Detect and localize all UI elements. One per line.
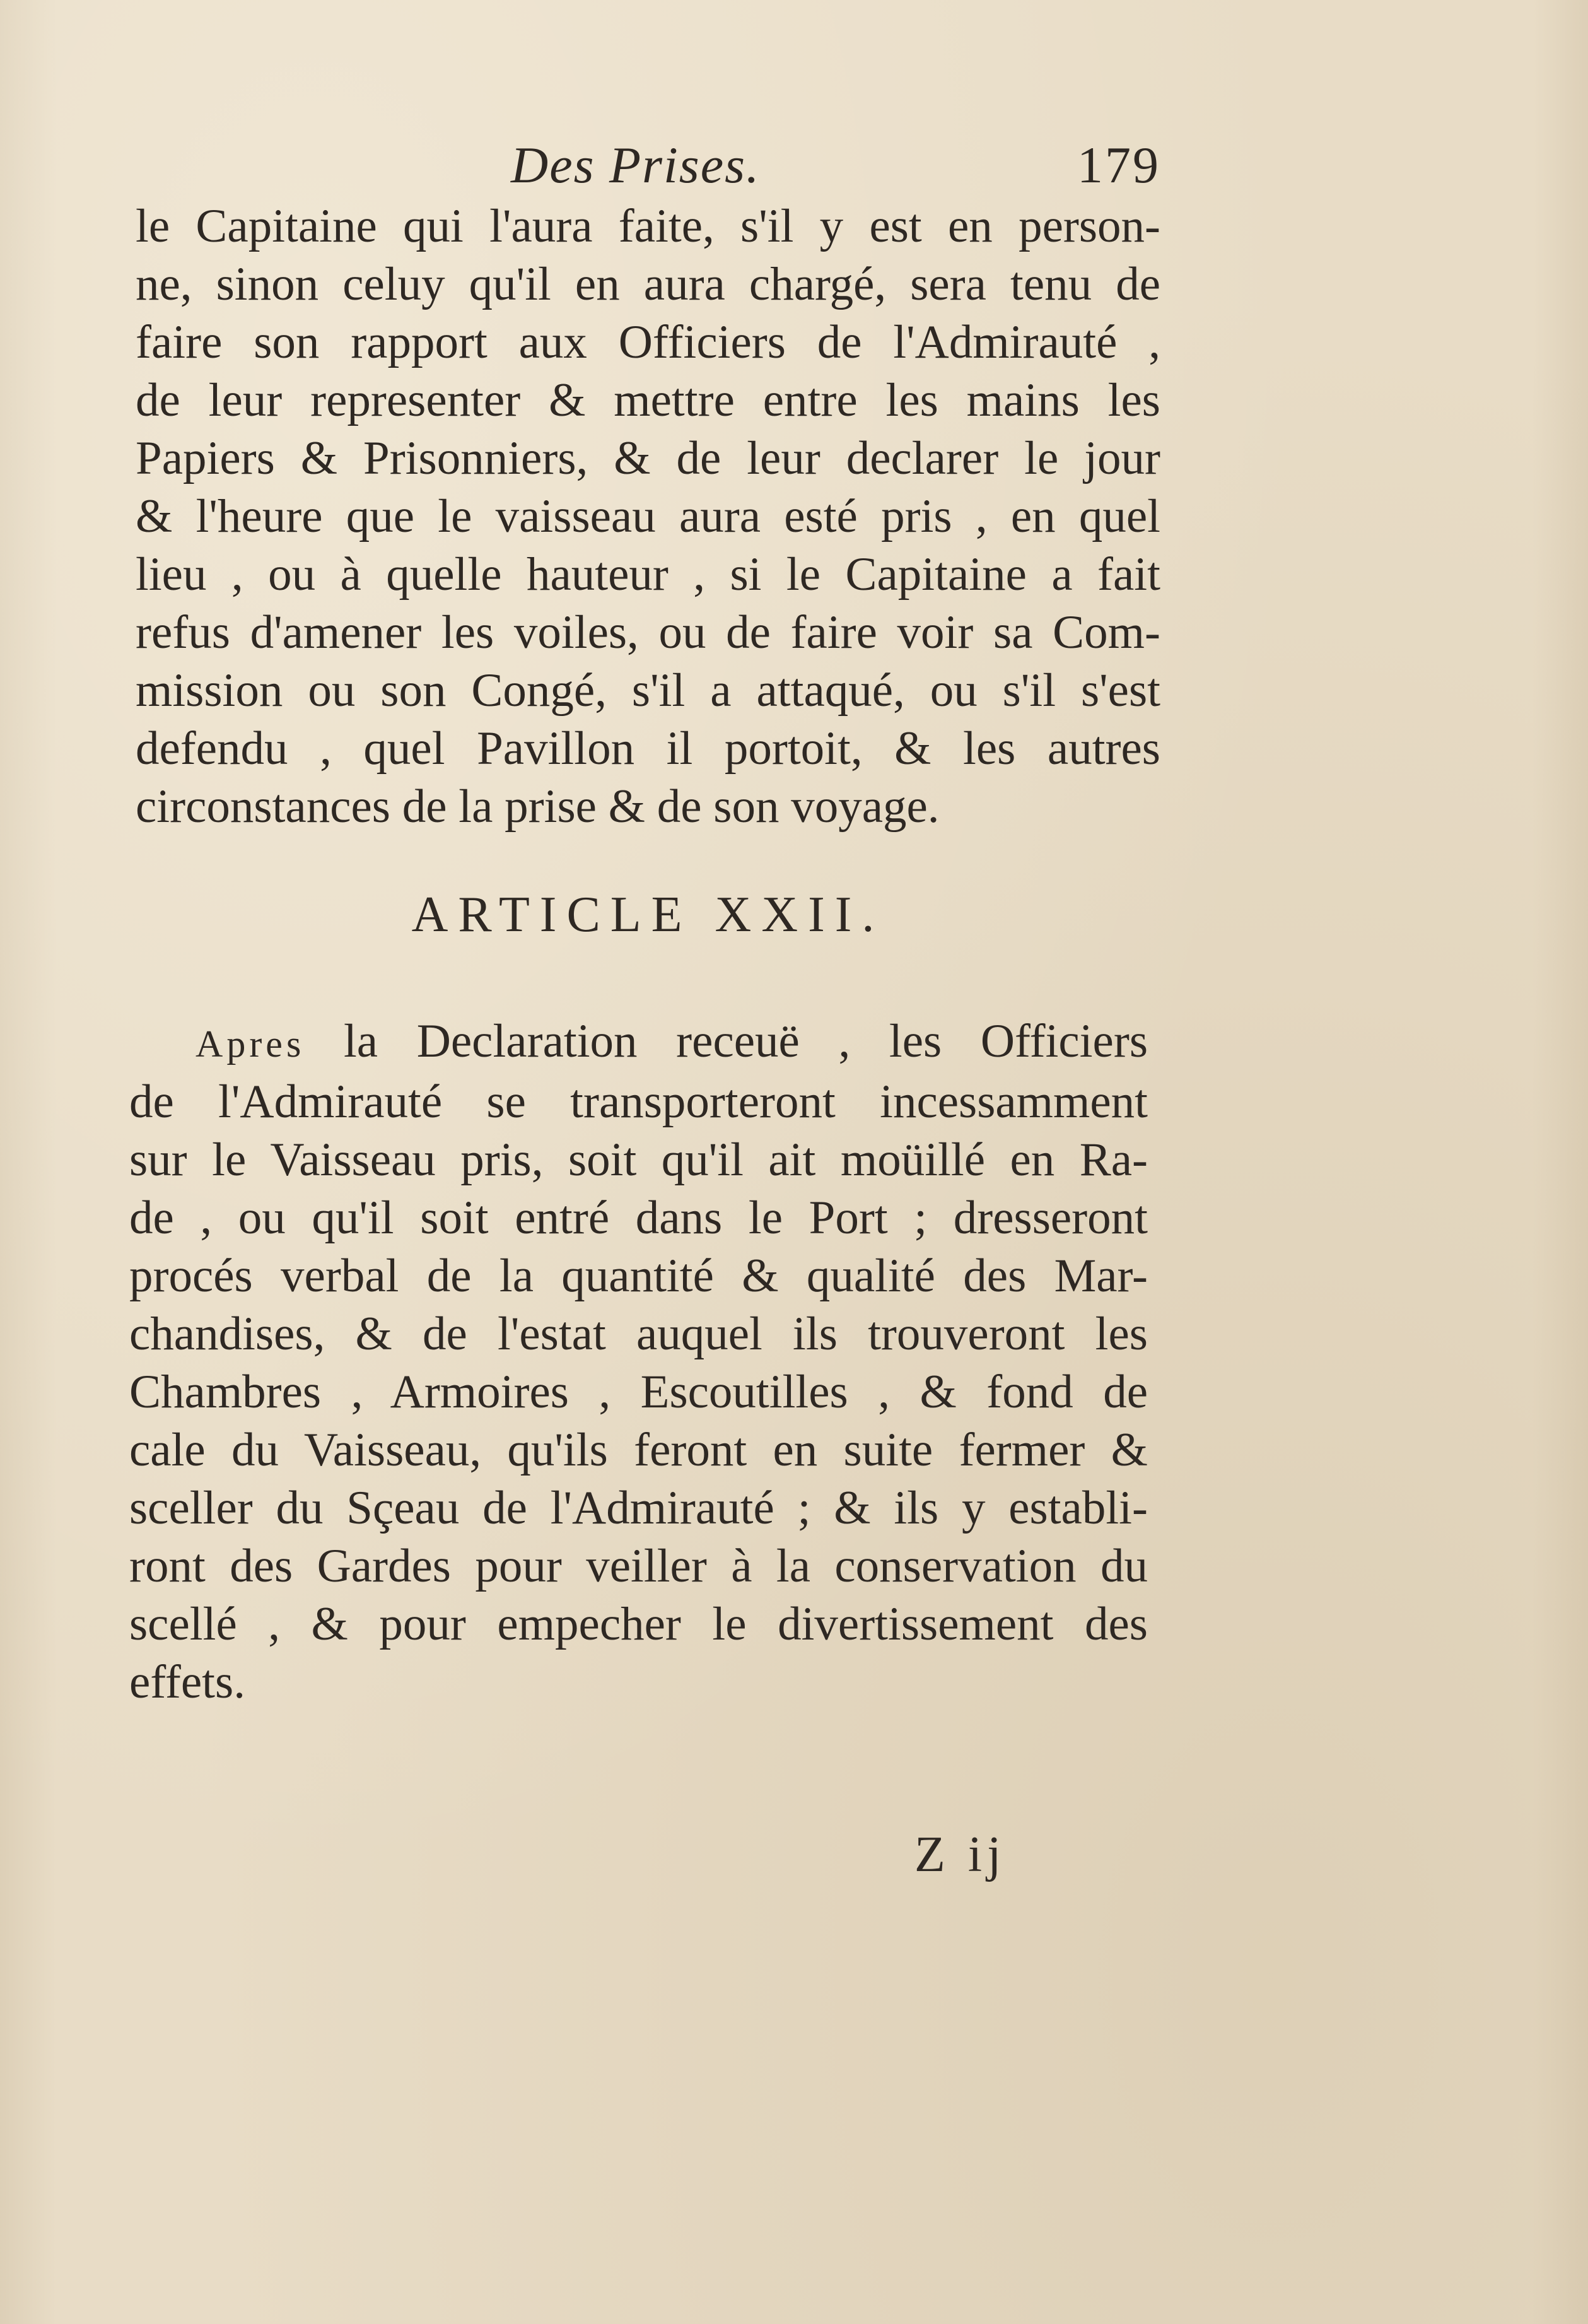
first-line-rest: la Declaration receuë , les Officiers [305,1015,1148,1067]
text-line: ne, sinon celuy qu'il en aura chargé, sera tenu de [136,258,1160,310]
paragraph-continued [136,197,1160,836]
text-line: de , ou qu'il soit entré dans le Port ; dresseront [129,1192,1148,1244]
text-line: procés verbal de la quantité & qualité des Mar- [129,1250,1148,1302]
text-line: circonstances de la prise & de son voyage. [136,780,940,833]
text-line: lieu , ou à quelle hauteur , si le Capitaine a fait [136,548,1160,601]
text-line: faire son rapport aux Officiers de l'Admirauté , [136,316,1160,368]
text-line: mission ou son Congé, s'il a attaqué, ou s'il s'est [136,664,1160,717]
text-line: effets. [129,1656,245,1708]
article-heading: ARTICLE XXII. [411,887,885,942]
text-line: Chambres , Armoires , Escoutilles , & fond de [129,1366,1148,1418]
text-line: Papiers & Prisonniers, & de leur declarer le jour [136,432,1160,484]
running-head [145,136,1160,205]
text-line-first [129,1012,1148,1073]
text-line: sur le Vaisseau pris, soit qu'il ait moüillé en Ra- [129,1134,1148,1186]
running-head-title: Des Prises. [511,136,761,194]
text-line: & l'heure que le vaisseau aura esté pris , en quel [136,490,1160,543]
text-line: defendu , quel Pavillon il portoit, & les autres [136,722,1160,775]
text-line: de l'Admirauté se transporteront incessamment [129,1076,1148,1128]
page-number: 179 [1077,136,1160,194]
text-line: le Capitaine qui l'aura faite, s'il y est en person- [136,200,1160,252]
text-line: sceller du Sçeau de l'Admirauté ; & ils y establi- [129,1482,1148,1534]
article-paragraph [129,1012,1148,1711]
text-line: ront des Gardes pour veiller à la conservation du [129,1540,1148,1592]
text-line: refus d'amener les voiles, ou de faire voir sa Com- [136,606,1160,659]
text-line: cale du Vaisseau, qu'ils feront en suite fermer & [129,1424,1148,1476]
opening-word: Apres [196,1023,305,1065]
signature-mark: Z ij [914,1827,1007,1882]
text-line: scellé , & pour empecher le divertissement des [129,1598,1148,1650]
text-line: chandises, & de l'estat auquel ils trouveront les [129,1308,1148,1360]
text-line: de leur representer & mettre entre les mains les [136,374,1160,426]
